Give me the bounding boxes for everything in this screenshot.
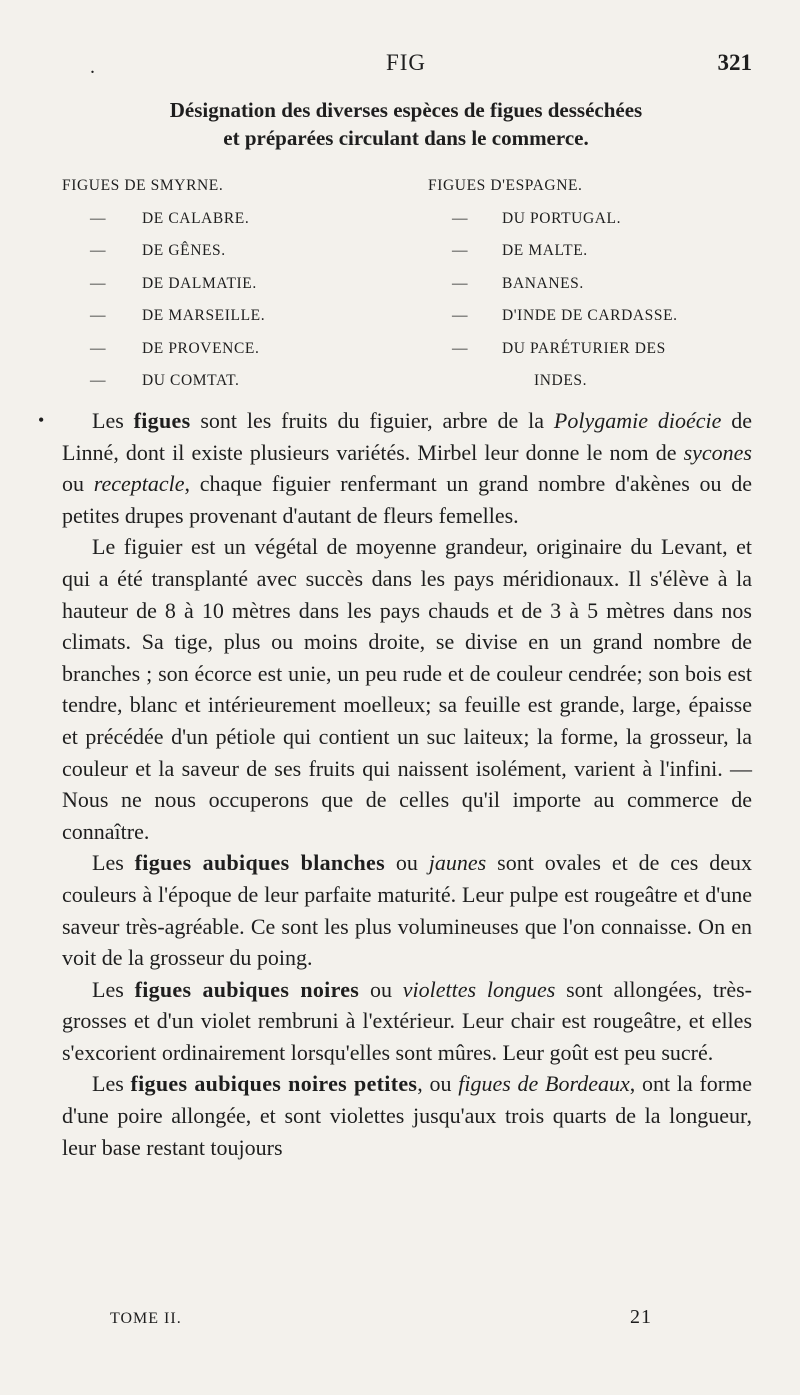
section-title xyxy=(60,96,752,152)
list-item: — DE GÊNES. xyxy=(90,242,226,259)
list-item: — DE MALTE. xyxy=(452,242,588,259)
list-item: — DE MARSEILLE. xyxy=(90,307,266,324)
list-item: — DE PROVENCE. xyxy=(90,339,260,357)
list-item: — DU PARÉTURIER DES xyxy=(452,339,666,357)
paragraph: Les figues aubiques noires ou violettes longues sont allongées, très-grosses et d'un violet rembruni à l'extérieur. Leur chair est rougeâtre, et elles s'excorient ordinairement lorsqu'elles sont mûres. Leur goût est peu sucré. xyxy=(62,976,753,1065)
list-item: FIGUES D'ESPAGNE. xyxy=(428,177,583,194)
header-dot: . xyxy=(90,56,95,78)
margin-bullet: • xyxy=(38,410,45,430)
list-column-left xyxy=(62,172,392,400)
list-item: — DU COMTAT. xyxy=(90,372,240,389)
list-item: — DE CALABRE. xyxy=(90,209,250,227)
page-footer xyxy=(110,1306,740,1328)
paragraph: Les figues aubiques noires petites, ou figues de Bordeaux, ont la forme d'une poire allongée, et sont violettes jusqu'aux trois quarts de la longueur, leur base restant toujours xyxy=(62,1071,753,1160)
list-column-right xyxy=(428,172,758,400)
paragraph: Les figues aubiques blanches ou jaunes sont ovales et de ces deux couleurs à l'époque de leur parfaite maturité. Leur pulpe est rougeâtre et d'une saveur très-agréable. Ce sont les plus volumineuses que l'on connaisse. On en voit de la grosseur du poing. xyxy=(62,850,753,971)
body-text xyxy=(62,405,752,1163)
volume-label: TOME II. xyxy=(110,1310,182,1327)
section-title-line-1: Désignation des diverses espèces de figues desséchées xyxy=(169,98,643,122)
list-item: FIGUES DE SMYRNE. xyxy=(62,177,224,194)
list-item-continuation: INDES. xyxy=(534,372,588,389)
paragraph: Les figues sont les fruits du figuier, arbre de la Polygamie dioécie de Linné, dont il existe plusieurs variétés. Mirbel leur donne le nom de sycones ou receptacle, chaque figuier renfermant un grand nombre d'akènes ou de petites drupes provenant d'autant de fleurs femelles. xyxy=(62,408,753,528)
list-item: — BANANES. xyxy=(452,274,584,292)
list-item: — D'INDE DE CARDASSE. xyxy=(452,307,678,324)
section-title-line-2: et préparées circulant dans le commerce. xyxy=(223,126,589,150)
signature-mark: 21 xyxy=(630,1306,652,1328)
list-item: — DE DALMATIE. xyxy=(90,274,257,292)
page-header xyxy=(60,50,752,82)
list-item: — DU PORTUGAL. xyxy=(452,209,622,227)
paragraph: Le figuier est un végétal de moyenne grandeur, originaire du Levant, et qui a été transplanté avec succès dans les pays méridionaux. Il s'élève à la hauteur de 8 à 10 mètres dans les pays chauds et de 3 à 5 mètres dans nos climats. Sa tige, plus ou moins droite, se divise en un grand nombre de branches ; son écorce est unie, un peu rude et de couleur cendrée; son bois est tendre, blanc et intérieurement moelleux; sa feuille est grande, large, épaisse et précédée d'un pétiole qui contient un suc laiteux; la forme, la grosseur, la couleur et la saveur de ses fruits qui naissent isolément, varient à l'infini. — Nous ne nous occuperons que de celles qu'il importe au commerce de connaître. xyxy=(62,534,752,844)
running-title: FIG xyxy=(385,50,427,75)
page-number: 321 xyxy=(717,50,752,75)
